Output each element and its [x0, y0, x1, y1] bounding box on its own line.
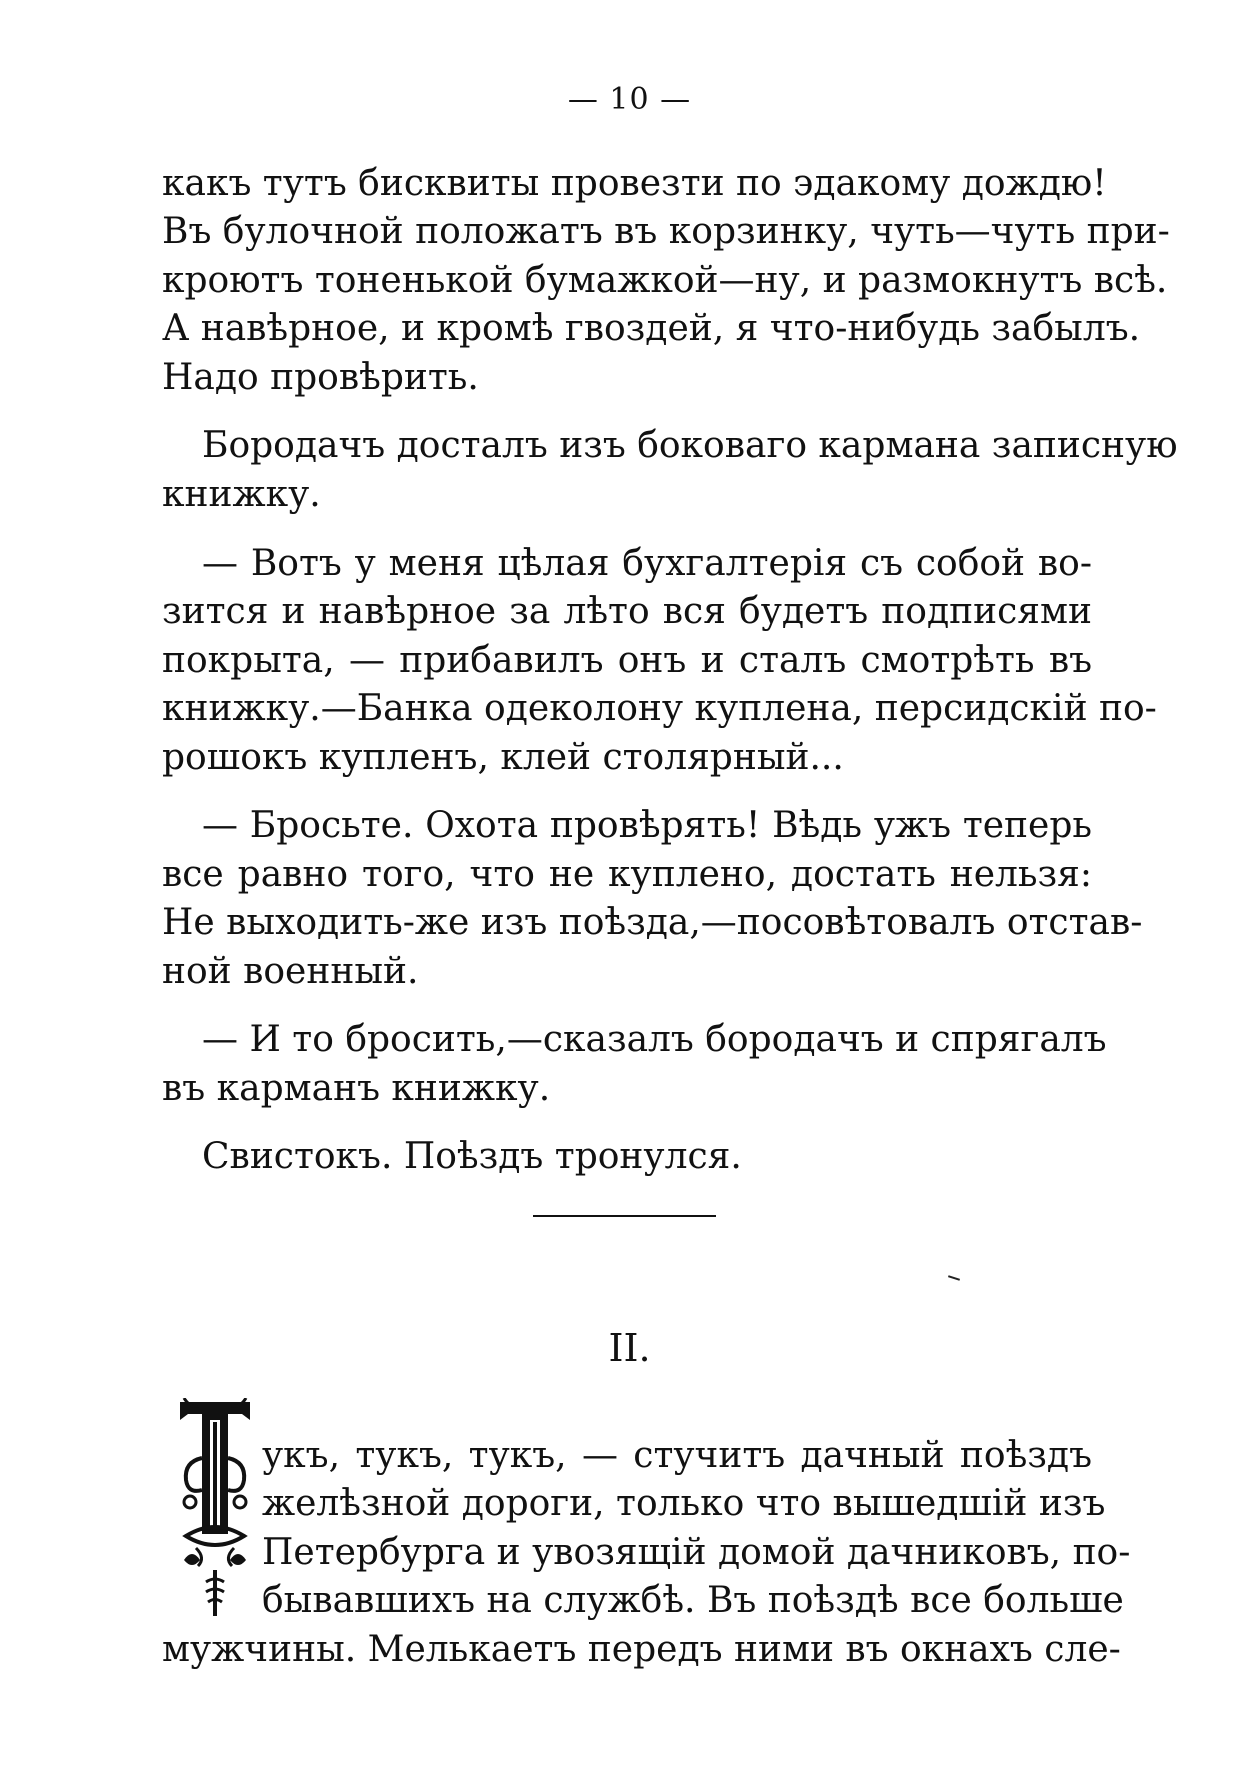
text-line: все равно того, что не куплено, достать нельзя: [162, 854, 1092, 895]
text-line: зится и навѣрное за лѣто вся будетъ подписями [162, 591, 1092, 632]
text-line: Надо провѣрить. [162, 357, 479, 398]
text-line: въ карманъ книжку. [162, 1068, 551, 1109]
drop-cap-ornament-icon [176, 1398, 254, 1618]
text-line: какъ тутъ бисквиты провезти по эдакому дождю! [162, 163, 1107, 204]
text-line: — Бросьте. Охота провѣрять! Вѣдь ужъ теперь [202, 805, 1092, 846]
text-line: Не выходить-же изъ поѣзда,—посовѣтовалъ отстав- [162, 902, 1143, 943]
text-line: Петербурга и увозящій домой дачниковъ, по- [262, 1532, 1131, 1573]
text-line: — И то бросить,—сказалъ бородачъ и спрягалъ [202, 1019, 1107, 1060]
text-line: рошокъ купленъ, клей столярный... [162, 737, 844, 778]
text-line: желѣзной дороги, только что вышедшій изъ [262, 1483, 1106, 1524]
text-line: мужчины. Мелькаетъ передъ ними въ окнахъ сле- [162, 1629, 1121, 1670]
page-number: — 10 — [567, 82, 692, 117]
text-line: кроютъ тоненькой бумажкой—ну, и размокнутъ всѣ. [162, 260, 1168, 301]
section-separator [533, 1215, 716, 1217]
text-line: бывавшихъ на службѣ. Въ поѣздѣ все больше [262, 1580, 1124, 1621]
text-line: книжку.—Банка одеколону куплена, персидскій по- [162, 688, 1157, 729]
drop-cap [176, 1398, 254, 1618]
chapter-heading: II. [608, 1326, 651, 1370]
text-line: А навѣрное, и кромѣ гвоздей, я что-нибудь забылъ. [162, 308, 1141, 349]
text-line: Свистокъ. Поѣздъ тронулся. [202, 1136, 742, 1177]
text-line: Бородачъ досталъ изъ боковаго кармана записную [202, 425, 1178, 466]
text-line: книжку. [162, 474, 321, 515]
text-line: — Вотъ у меня цѣлая бухгалтерія съ собой во- [202, 543, 1092, 584]
text-line: Въ булочной положатъ въ корзинку, чуть—чуть при- [162, 211, 1170, 252]
print-speck [948, 1275, 960, 1281]
text-line: укъ, тукъ, тукъ, — стучитъ дачный поѣздъ [262, 1435, 1092, 1476]
text-line: покрыта, — прибавилъ онъ и сталъ смотрѣть въ [162, 640, 1092, 681]
text-line: ной военный. [162, 951, 419, 992]
